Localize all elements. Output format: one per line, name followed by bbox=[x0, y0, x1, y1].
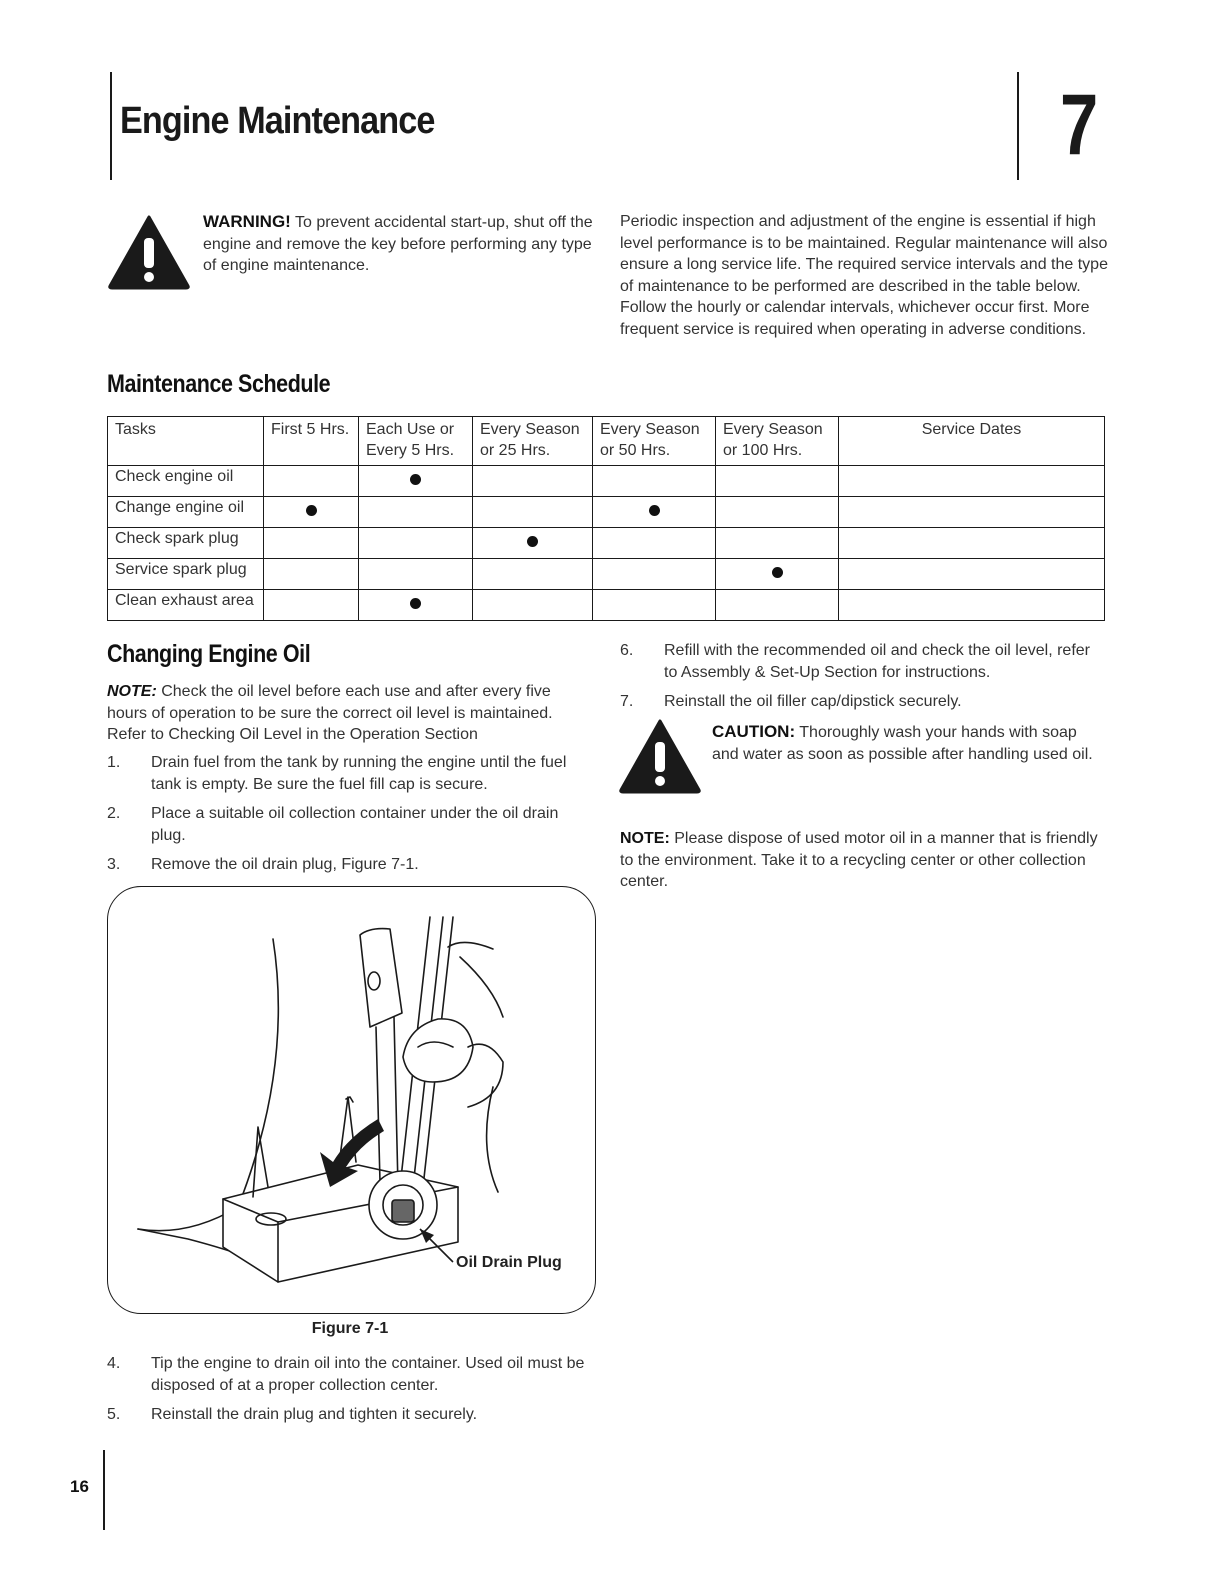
step-text: Place a suitable oil collection container under the oil drain plug. bbox=[151, 805, 559, 844]
interval-cell bbox=[716, 528, 839, 559]
footer-rule bbox=[103, 1450, 105, 1530]
page-number: 16 bbox=[70, 1477, 89, 1496]
step-text: Reinstall the drain plug and tighten it securely. bbox=[151, 1406, 478, 1423]
chapter-rule bbox=[1017, 72, 1019, 180]
oil-note bbox=[107, 681, 587, 746]
col-header-25-hrs: Every Season or 25 Hrs. bbox=[473, 417, 593, 466]
intro-paragraph: Periodic inspection and adjustment of the engine is essential if high level performance is to be maintained. Regular maintenance will also ensure a long service life. The required service intervals and the type of maintenance to be performed are described in the table below. Follow the hourly or calendar intervals, whichever occur first. More frequent service is required when operating in adverse conditions. bbox=[620, 213, 1108, 338]
interval-cell bbox=[473, 466, 593, 497]
step-number: 5. bbox=[107, 1406, 121, 1423]
interval-cell bbox=[473, 528, 593, 559]
disposal-note bbox=[620, 828, 1110, 893]
warning-text bbox=[203, 211, 595, 277]
interval-cell bbox=[716, 559, 839, 590]
list-item bbox=[107, 803, 587, 846]
interval-cell bbox=[359, 528, 473, 559]
oil-section-title: Changing Engine Oil bbox=[107, 640, 311, 668]
required-dot bbox=[772, 567, 783, 578]
steps-list-2 bbox=[107, 1353, 587, 1434]
required-dot bbox=[649, 505, 660, 516]
maintenance-schedule-table bbox=[107, 416, 1105, 621]
col-header-50-hrs: Every Season or 50 Hrs. bbox=[593, 417, 716, 466]
interval-cell bbox=[264, 466, 359, 497]
table-row bbox=[108, 466, 1105, 497]
step-text: Refill with the recommended oil and check the oil level, refer to Assembly & Set-Up Section for instructions. bbox=[664, 642, 1090, 681]
service-date-cell bbox=[839, 497, 1105, 528]
list-item bbox=[620, 691, 1090, 713]
task-cell: Change engine oil bbox=[108, 497, 264, 528]
interval-cell bbox=[264, 528, 359, 559]
list-item bbox=[107, 1404, 587, 1426]
task-cell: Check spark plug bbox=[108, 528, 264, 559]
step-text: Tip the engine to drain oil into the container. Used oil must be disposed of at a proper collection center. bbox=[151, 1355, 585, 1394]
step-number: 7. bbox=[620, 693, 634, 710]
col-header-100-hrs: Every Season or 100 Hrs. bbox=[716, 417, 839, 466]
steps-list-1 bbox=[107, 752, 587, 884]
figure-7-1 bbox=[107, 886, 596, 1314]
step-text: Remove the oil drain plug, Figure 7-1. bbox=[151, 856, 419, 873]
interval-cell bbox=[359, 559, 473, 590]
required-dot bbox=[527, 536, 538, 547]
interval-cell bbox=[593, 466, 716, 497]
interval-cell bbox=[593, 528, 716, 559]
figure-caption: Figure 7-1 bbox=[311, 1320, 389, 1337]
caution-text bbox=[712, 721, 1107, 765]
warning-icon bbox=[107, 214, 191, 290]
step-number: 6. bbox=[620, 642, 634, 659]
interval-cell bbox=[473, 559, 593, 590]
step-text: Reinstall the oil filler cap/dipstick securely. bbox=[664, 693, 962, 710]
step-number: 2. bbox=[107, 805, 121, 822]
interval-cell bbox=[264, 590, 359, 621]
interval-cell bbox=[716, 466, 839, 497]
col-header-service-dates: Service Dates bbox=[839, 417, 1105, 466]
chapter-number: 7 bbox=[1060, 77, 1099, 173]
disposal-label: NOTE: bbox=[620, 830, 670, 847]
caution-body: Thoroughly wash your hands with soap and water as soon as possible after handling used oil. bbox=[712, 724, 1093, 763]
service-date-cell bbox=[839, 528, 1105, 559]
table-row bbox=[108, 497, 1105, 528]
task-cell: Clean exhaust area bbox=[108, 590, 264, 621]
table-row bbox=[108, 559, 1105, 590]
step-text: Drain fuel from the tank by running the engine until the fuel tank is empty. Be sure the fuel fill cap is secure. bbox=[151, 754, 567, 793]
interval-cell bbox=[473, 590, 593, 621]
caution-label: CAUTION: bbox=[712, 722, 796, 741]
oil-note-label: NOTE: bbox=[107, 683, 157, 700]
list-item bbox=[107, 1353, 587, 1396]
interval-cell bbox=[359, 497, 473, 528]
list-item bbox=[620, 640, 1090, 683]
table-header-row bbox=[108, 417, 1105, 466]
task-cell: Check engine oil bbox=[108, 466, 264, 497]
oil-drain-plug-label: Oil Drain Plug bbox=[456, 1254, 562, 1271]
interval-cell bbox=[359, 466, 473, 497]
interval-cell bbox=[264, 497, 359, 528]
interval-cell bbox=[593, 559, 716, 590]
interval-cell bbox=[264, 559, 359, 590]
oil-note-body: Check the oil level before each use and after every five hours of operation to be sure the correct oil level is maintained. Refer to Checking Oil Level in the Operation Section bbox=[107, 683, 553, 743]
list-item bbox=[107, 854, 587, 876]
page-title: Engine Maintenance bbox=[120, 100, 435, 142]
oil-drain-illustration bbox=[108, 887, 595, 1313]
interval-cell bbox=[593, 590, 716, 621]
warning-label: WARNING! bbox=[203, 212, 291, 231]
title-rule bbox=[110, 72, 112, 180]
table-row bbox=[108, 590, 1105, 621]
service-date-cell bbox=[839, 466, 1105, 497]
service-date-cell bbox=[839, 559, 1105, 590]
steps-list-3 bbox=[620, 640, 1090, 721]
disposal-body: Please dispose of used motor oil in a manner that is friendly to the environment. Take it to a recycling center or other collection center. bbox=[620, 830, 1098, 890]
required-dot bbox=[410, 474, 421, 485]
interval-cell bbox=[716, 590, 839, 621]
caution-icon bbox=[618, 718, 702, 794]
interval-cell bbox=[359, 590, 473, 621]
required-dot bbox=[306, 505, 317, 516]
required-dot bbox=[410, 598, 421, 609]
service-date-cell bbox=[839, 590, 1105, 621]
col-header-first-5: First 5 Hrs. bbox=[264, 417, 359, 466]
col-header-each-use: Each Use or Every 5 Hrs. bbox=[359, 417, 473, 466]
list-item bbox=[107, 752, 587, 795]
table-row bbox=[108, 528, 1105, 559]
interval-cell bbox=[593, 497, 716, 528]
step-number: 3. bbox=[107, 856, 121, 873]
interval-cell bbox=[473, 497, 593, 528]
interval-cell bbox=[716, 497, 839, 528]
col-header-tasks: Tasks bbox=[108, 417, 264, 466]
step-number: 4. bbox=[107, 1355, 121, 1372]
schedule-title: Maintenance Schedule bbox=[107, 370, 331, 398]
task-cell: Service spark plug bbox=[108, 559, 264, 590]
step-number: 1. bbox=[107, 754, 121, 771]
warning-body: To prevent accidental start-up, shut off the engine and remove the key before performing any type of engine maintenance. bbox=[203, 214, 593, 274]
